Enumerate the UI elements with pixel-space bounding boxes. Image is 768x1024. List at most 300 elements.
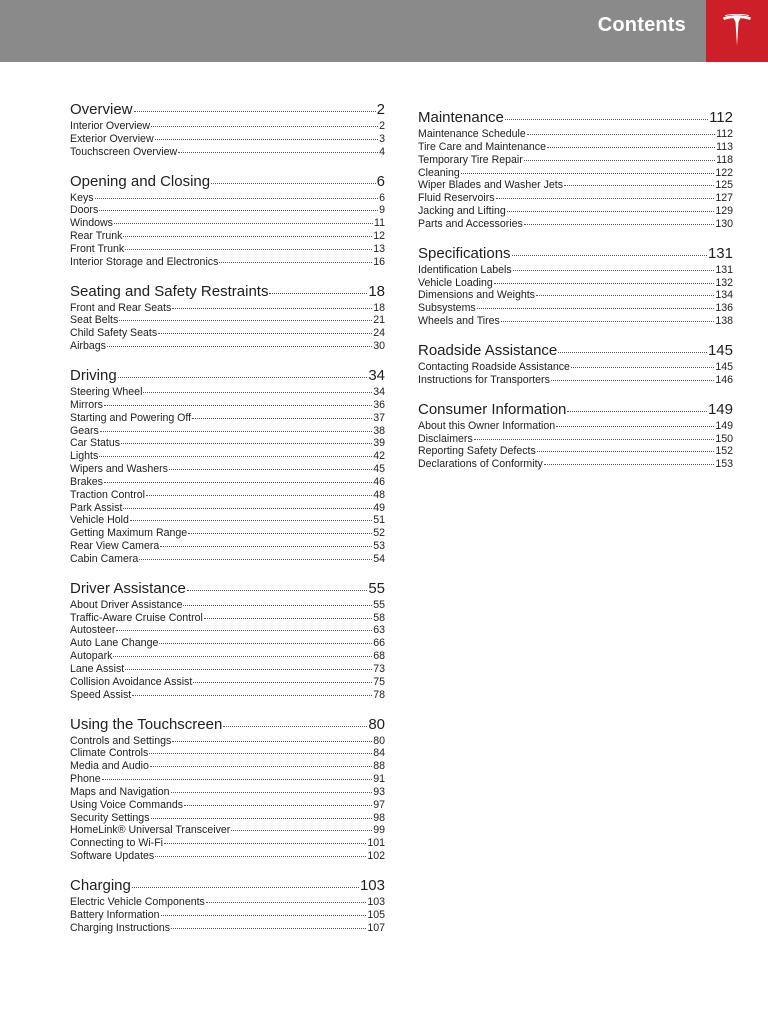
toc-entry-label: Charging Instructions bbox=[70, 921, 171, 934]
dot-leader bbox=[132, 695, 372, 696]
toc-entry[interactable] bbox=[70, 689, 385, 702]
toc-entry-label: Speed Assist bbox=[70, 688, 132, 701]
toc-section-heading-label: Specifications bbox=[418, 244, 511, 262]
toc-entry[interactable] bbox=[70, 760, 385, 773]
toc-section-heading[interactable] bbox=[70, 715, 385, 734]
toc-entry[interactable] bbox=[418, 302, 733, 315]
toc-section-heading[interactable] bbox=[418, 400, 733, 419]
toc-entry[interactable] bbox=[70, 425, 385, 438]
dot-leader bbox=[512, 255, 707, 256]
toc-entry-label: Exterior Overview bbox=[70, 132, 154, 145]
dot-leader bbox=[160, 546, 372, 547]
toc-entry[interactable] bbox=[70, 502, 385, 515]
toc-entry[interactable] bbox=[70, 773, 385, 786]
toc-entry-label: Keys bbox=[70, 191, 94, 204]
toc-entry[interactable] bbox=[70, 437, 385, 450]
toc-entry-label: Maps and Navigation bbox=[70, 785, 170, 798]
toc-entry-page-number: 125 bbox=[715, 179, 733, 192]
dot-leader bbox=[123, 508, 372, 509]
toc-entry[interactable] bbox=[418, 361, 733, 374]
toc-entry-page-number: 145 bbox=[715, 360, 733, 373]
toc-entry-label: Jacking and Lifting bbox=[418, 205, 506, 218]
dot-leader bbox=[151, 818, 373, 819]
toc-entry-page-number: 91 bbox=[373, 773, 385, 786]
toc-entry-page-number: 21 bbox=[373, 314, 385, 327]
toc-entry-label: Media and Audio bbox=[70, 760, 149, 773]
toc-entry-page-number: 13 bbox=[373, 242, 385, 255]
toc-section-heading-label: Using the Touchscreen bbox=[70, 715, 223, 733]
toc-section bbox=[70, 172, 385, 269]
dot-leader bbox=[501, 321, 714, 322]
dot-leader bbox=[150, 766, 372, 767]
toc-entry[interactable] bbox=[70, 243, 385, 256]
toc-entry[interactable] bbox=[418, 315, 733, 328]
toc-entry[interactable] bbox=[418, 141, 733, 154]
dot-leader bbox=[193, 682, 372, 683]
dot-leader bbox=[556, 426, 714, 427]
dot-leader bbox=[134, 111, 376, 112]
toc-entry[interactable] bbox=[418, 277, 733, 290]
toc-entry[interactable] bbox=[70, 463, 385, 476]
toc-section-heading-label: Overview bbox=[70, 101, 133, 118]
toc-entry-label: Temporary Tire Repair bbox=[418, 153, 523, 166]
dot-leader bbox=[188, 533, 372, 534]
toc-entry-label: Airbags bbox=[70, 340, 106, 353]
toc-entry-page-number: 150 bbox=[715, 432, 733, 445]
toc-entry[interactable] bbox=[70, 599, 385, 612]
toc-entry[interactable] bbox=[70, 514, 385, 527]
dot-leader bbox=[139, 559, 372, 560]
toc-entry-label: Wiper Blades and Washer Jets bbox=[418, 179, 564, 192]
toc-entry-page-number: 37 bbox=[373, 411, 385, 424]
toc-entry-page-number: 66 bbox=[373, 637, 385, 650]
toc-section-heading-page-number: 149 bbox=[707, 400, 733, 418]
toc-entry-page-number: 18 bbox=[373, 301, 385, 314]
dot-leader bbox=[527, 134, 715, 135]
dot-leader bbox=[513, 270, 715, 271]
toc-entry-page-number: 16 bbox=[373, 255, 385, 268]
toc-entry[interactable] bbox=[418, 289, 733, 302]
toc-entry-label: Vehicle Loading bbox=[418, 276, 493, 289]
dot-leader bbox=[172, 308, 372, 309]
toc-entry-page-number: 101 bbox=[367, 837, 385, 850]
toc-entry-page-number: 93 bbox=[373, 785, 385, 798]
toc-entry-page-number: 88 bbox=[373, 760, 385, 773]
dot-leader bbox=[204, 618, 372, 619]
toc-entry[interactable] bbox=[418, 264, 733, 277]
dot-leader bbox=[536, 295, 714, 296]
dot-leader bbox=[121, 443, 372, 444]
toc-entry-label: Reporting Safety Defects bbox=[418, 445, 536, 458]
toc-entry-page-number: 136 bbox=[715, 302, 733, 315]
toc-entry[interactable] bbox=[70, 302, 385, 315]
toc-entry[interactable] bbox=[418, 128, 733, 141]
toc-entry-label: Touchscreen Overview bbox=[70, 145, 178, 158]
toc-section-heading[interactable] bbox=[70, 579, 385, 598]
toc-entry-label: Rear Trunk bbox=[70, 230, 123, 243]
toc-section bbox=[70, 100, 385, 159]
dot-leader bbox=[161, 915, 367, 916]
dot-leader bbox=[178, 152, 378, 153]
dot-leader bbox=[231, 830, 372, 831]
dot-leader bbox=[119, 320, 372, 321]
toc-entry[interactable] bbox=[70, 489, 385, 502]
logo-box bbox=[706, 0, 768, 62]
toc-section-heading[interactable] bbox=[418, 108, 733, 127]
toc-entry-label: Security Settings bbox=[70, 811, 150, 824]
dot-leader bbox=[164, 843, 366, 844]
toc-entry-page-number: 51 bbox=[373, 514, 385, 527]
toc-entry[interactable] bbox=[70, 650, 385, 663]
dot-leader bbox=[151, 126, 378, 127]
toc-entry-label: Declarations of Conformity bbox=[418, 458, 543, 471]
toc-entry-page-number: 55 bbox=[373, 598, 385, 611]
toc-entry-page-number: 134 bbox=[715, 289, 733, 302]
toc-entry[interactable] bbox=[70, 399, 385, 412]
dot-leader bbox=[474, 439, 715, 440]
dot-leader bbox=[551, 380, 714, 381]
toc-entry-label: Controls and Settings bbox=[70, 734, 172, 747]
toc-entry[interactable] bbox=[70, 327, 385, 340]
toc-section bbox=[70, 579, 385, 702]
dot-leader bbox=[171, 928, 366, 929]
page-header bbox=[0, 0, 768, 62]
dot-leader bbox=[159, 643, 372, 644]
toc-entry[interactable] bbox=[70, 812, 385, 825]
toc-entry-label: Child Safety Seats bbox=[70, 327, 158, 340]
toc-entry-label: Cabin Camera bbox=[70, 552, 139, 565]
toc-entry-page-number: 103 bbox=[367, 895, 385, 908]
toc-entry-page-number: 112 bbox=[716, 128, 733, 140]
toc-entry[interactable] bbox=[418, 218, 733, 231]
toc-section-heading-page-number: 103 bbox=[359, 876, 385, 894]
toc-entry[interactable] bbox=[70, 676, 385, 689]
toc-section-heading-page-number: 6 bbox=[376, 172, 385, 190]
toc-entry[interactable] bbox=[70, 146, 385, 159]
toc-entry-page-number: 98 bbox=[373, 811, 385, 824]
dot-leader bbox=[123, 236, 372, 237]
toc-entry[interactable] bbox=[418, 192, 733, 205]
toc-entry-page-number: 4 bbox=[379, 145, 385, 158]
toc-entry[interactable] bbox=[70, 922, 385, 935]
toc-section-heading[interactable] bbox=[70, 100, 385, 119]
toc-section-heading[interactable] bbox=[70, 282, 385, 301]
toc-left-column bbox=[70, 100, 385, 948]
dot-leader bbox=[571, 367, 714, 368]
toc-entry-page-number: 97 bbox=[373, 798, 385, 811]
toc-entry-label: Parts and Accessories bbox=[418, 217, 523, 230]
toc-section bbox=[70, 282, 385, 353]
toc-section bbox=[70, 715, 385, 863]
toc-entry[interactable] bbox=[70, 735, 385, 748]
toc-entry-page-number: 130 bbox=[715, 217, 733, 230]
toc-entry[interactable] bbox=[70, 824, 385, 837]
dot-leader bbox=[524, 160, 715, 161]
dot-leader bbox=[206, 902, 366, 903]
toc-entry[interactable] bbox=[70, 204, 385, 217]
toc-entry-label: About this Owner Information bbox=[418, 419, 556, 432]
toc-entry[interactable] bbox=[418, 179, 733, 192]
toc-entry-page-number: 2 bbox=[379, 120, 385, 132]
dot-leader bbox=[183, 605, 372, 606]
toc-entry-label: Software Updates bbox=[70, 850, 155, 863]
dot-leader bbox=[99, 210, 378, 211]
dot-leader bbox=[169, 469, 372, 470]
toc-entry-label: Wipers and Washers bbox=[70, 463, 168, 476]
toc-entry-page-number: 127 bbox=[715, 192, 733, 205]
toc-entry-page-number: 30 bbox=[373, 340, 385, 353]
toc-entry-page-number: 122 bbox=[715, 166, 733, 179]
toc-entry-page-number: 53 bbox=[373, 540, 385, 553]
dot-leader bbox=[505, 119, 708, 120]
toc-entry-page-number: 49 bbox=[373, 501, 385, 514]
toc-entry-label: Front and Rear Seats bbox=[70, 301, 172, 314]
toc-entry-page-number: 36 bbox=[373, 398, 385, 411]
toc-entry-label: Steering Wheel bbox=[70, 385, 143, 398]
toc-entry[interactable] bbox=[70, 909, 385, 922]
toc-entry-page-number: 78 bbox=[373, 688, 385, 701]
toc-section-heading[interactable] bbox=[418, 244, 733, 263]
toc-section-heading[interactable] bbox=[418, 341, 733, 360]
toc-section-heading-page-number: 80 bbox=[368, 715, 385, 733]
toc-entry[interactable] bbox=[70, 612, 385, 625]
toc-entry-label: Battery Information bbox=[70, 908, 160, 921]
toc-entry-page-number: 131 bbox=[715, 263, 733, 276]
toc-entry[interactable] bbox=[70, 412, 385, 425]
toc-section-heading-page-number: 112 bbox=[709, 109, 733, 126]
dot-leader bbox=[146, 495, 372, 496]
dot-leader bbox=[187, 590, 367, 591]
toc-section bbox=[70, 366, 385, 566]
dot-leader bbox=[130, 520, 372, 521]
dot-leader bbox=[143, 392, 372, 393]
dot-leader bbox=[461, 173, 714, 174]
toc-entry-page-number: 54 bbox=[373, 552, 385, 565]
toc-entry-label: Car Status bbox=[70, 437, 121, 450]
toc-entry[interactable] bbox=[418, 445, 733, 458]
toc-entry-page-number: 75 bbox=[373, 675, 385, 688]
toc-section-heading-label: Maintenance bbox=[418, 109, 504, 126]
toc-entry-page-number: 46 bbox=[373, 475, 385, 488]
toc-entry-label: Getting Maximum Range bbox=[70, 527, 188, 540]
dot-leader bbox=[102, 779, 373, 780]
dot-leader bbox=[114, 223, 373, 224]
toc-section-heading[interactable] bbox=[70, 172, 385, 191]
toc-entry-page-number: 45 bbox=[373, 463, 385, 476]
dot-leader bbox=[494, 283, 715, 284]
tesla-logo-icon bbox=[722, 14, 752, 48]
toc-entry[interactable] bbox=[70, 476, 385, 489]
dot-leader bbox=[507, 211, 715, 212]
toc-entry-label: Using Voice Commands bbox=[70, 798, 184, 811]
toc-entry[interactable] bbox=[70, 256, 385, 269]
toc-entry[interactable] bbox=[70, 192, 385, 205]
toc-entry-page-number: 153 bbox=[715, 458, 733, 471]
toc-entry[interactable] bbox=[70, 133, 385, 146]
toc-entry-label: Climate Controls bbox=[70, 747, 149, 760]
dot-leader bbox=[544, 464, 714, 465]
toc-entry-label: Park Assist bbox=[70, 501, 123, 514]
toc-entry-label: Autopark bbox=[70, 650, 113, 663]
toc-entry-page-number: 42 bbox=[373, 450, 385, 463]
toc-entry-page-number: 80 bbox=[373, 734, 385, 747]
toc-entry-label: Starting and Powering Off bbox=[70, 411, 192, 424]
toc-section-heading-page-number: 18 bbox=[368, 282, 385, 300]
toc-section-heading-label: Roadside Assistance bbox=[418, 341, 558, 359]
toc-entry-label: Phone bbox=[70, 773, 101, 786]
toc-entry[interactable] bbox=[418, 205, 733, 218]
toc-entry[interactable] bbox=[70, 217, 385, 230]
toc-entry-page-number: 105 bbox=[367, 908, 385, 921]
toc-entry[interactable] bbox=[70, 786, 385, 799]
toc-entry-label: Traction Control bbox=[70, 488, 145, 501]
dot-leader bbox=[171, 792, 373, 793]
toc-entry-page-number: 12 bbox=[373, 230, 385, 243]
toc-entry-page-number: 3 bbox=[379, 132, 385, 145]
toc-entry-page-number: 9 bbox=[379, 204, 385, 217]
dot-leader bbox=[172, 741, 372, 742]
dot-leader bbox=[125, 249, 372, 250]
toc-section-heading-page-number: 34 bbox=[368, 366, 385, 384]
dot-leader bbox=[113, 656, 372, 657]
dot-leader bbox=[269, 293, 367, 294]
toc-entry[interactable] bbox=[70, 314, 385, 327]
toc-entry[interactable] bbox=[70, 230, 385, 243]
toc-entry-label: Connecting to Wi-Fi bbox=[70, 837, 164, 850]
toc-entry[interactable] bbox=[70, 450, 385, 463]
toc-entry-label: Mirrors bbox=[70, 398, 103, 411]
dot-leader bbox=[104, 405, 372, 406]
toc-section-heading-label: Driving bbox=[70, 366, 117, 384]
toc-entry-page-number: 39 bbox=[373, 437, 385, 450]
toc-entry[interactable] bbox=[418, 154, 733, 167]
toc-section-heading-page-number: 2 bbox=[376, 101, 385, 118]
toc-section bbox=[70, 876, 385, 935]
dot-leader bbox=[547, 147, 715, 148]
toc-entry-page-number: 73 bbox=[373, 663, 385, 675]
toc-section-heading-label: Opening and Closing bbox=[70, 172, 211, 190]
toc-entry[interactable] bbox=[70, 850, 385, 863]
toc-section-heading-label: Consumer Information bbox=[418, 400, 567, 418]
toc-entry-page-number: 48 bbox=[373, 488, 385, 501]
toc-entry[interactable] bbox=[70, 837, 385, 850]
toc-entry[interactable] bbox=[418, 167, 733, 180]
toc-section-heading-page-number: 145 bbox=[707, 341, 733, 359]
toc-entry-label: Interior Overview bbox=[70, 120, 151, 132]
toc-entry[interactable] bbox=[70, 527, 385, 540]
dot-leader bbox=[477, 308, 715, 309]
toc-entry-page-number: 6 bbox=[379, 191, 385, 204]
toc-entry-page-number: 107 bbox=[367, 921, 385, 934]
dot-leader bbox=[537, 451, 715, 452]
toc-entry-label: Disclaimers bbox=[418, 432, 473, 445]
toc-entry-page-number: 52 bbox=[373, 527, 385, 540]
toc-entry[interactable] bbox=[70, 896, 385, 909]
toc-entry[interactable] bbox=[70, 663, 385, 676]
toc-entry-page-number: 34 bbox=[373, 385, 385, 398]
toc-section bbox=[418, 341, 733, 387]
toc-entry[interactable] bbox=[70, 799, 385, 812]
dot-leader bbox=[564, 185, 714, 186]
toc-entry-page-number: 146 bbox=[715, 373, 733, 386]
toc-entry-label: Autosteer bbox=[70, 624, 116, 637]
toc-entry[interactable] bbox=[418, 433, 733, 446]
dot-leader bbox=[149, 753, 372, 754]
toc-entry-label: Subsystems bbox=[418, 302, 476, 315]
toc-entry-page-number: 118 bbox=[716, 153, 733, 166]
dot-leader bbox=[99, 456, 372, 457]
dot-leader bbox=[95, 198, 379, 199]
toc-entry-label: Maintenance Schedule bbox=[418, 128, 526, 140]
toc-entry-page-number: 129 bbox=[715, 205, 733, 218]
toc-section-heading-label: Driver Assistance bbox=[70, 579, 186, 597]
toc-entry-page-number: 58 bbox=[373, 611, 385, 624]
toc-entry-page-number: 138 bbox=[715, 315, 733, 328]
toc-entry-label: Auto Lane Change bbox=[70, 637, 159, 650]
dot-leader bbox=[104, 482, 372, 483]
toc-entry[interactable] bbox=[70, 553, 385, 566]
dot-leader bbox=[184, 805, 372, 806]
toc-entry-label: Front Trunk bbox=[70, 242, 125, 255]
dot-leader bbox=[211, 183, 376, 184]
dot-leader bbox=[155, 139, 379, 140]
dot-leader bbox=[567, 411, 707, 412]
toc-entry-label: Cleaning bbox=[418, 166, 460, 179]
toc-entry-page-number: 152 bbox=[715, 445, 733, 458]
toc-entry-label: Instructions for Transporters bbox=[418, 373, 550, 386]
toc-entry-label: Lane Assist bbox=[70, 663, 125, 675]
toc-entry[interactable] bbox=[70, 386, 385, 399]
toc-entry-page-number: 24 bbox=[373, 327, 385, 340]
toc-entry-label: Rear View Camera bbox=[70, 540, 160, 553]
toc-entry[interactable] bbox=[418, 374, 733, 387]
dot-leader bbox=[219, 262, 372, 263]
toc-entry-label: Wheels and Tires bbox=[418, 315, 500, 328]
toc-entry-page-number: 63 bbox=[373, 624, 385, 637]
toc-entry-label: Brakes bbox=[70, 475, 103, 488]
toc-entry[interactable] bbox=[70, 340, 385, 353]
toc-entry-label: Vehicle Hold bbox=[70, 514, 129, 527]
toc-section-heading-label: Charging bbox=[70, 876, 131, 894]
toc-entry[interactable] bbox=[70, 624, 385, 637]
toc-section-heading-page-number: 55 bbox=[368, 579, 385, 597]
toc-entry-label: Dimensions and Weights bbox=[418, 289, 535, 302]
dot-leader bbox=[496, 198, 715, 199]
page-title: Contents bbox=[597, 14, 686, 36]
toc-entry[interactable] bbox=[418, 458, 733, 471]
toc-entry-page-number: 149 bbox=[715, 419, 733, 432]
toc-entry-label: Lights bbox=[70, 450, 99, 463]
dot-leader bbox=[116, 630, 372, 631]
toc-section-heading-page-number: 131 bbox=[707, 244, 733, 262]
toc-section-heading[interactable] bbox=[70, 366, 385, 385]
dot-leader bbox=[192, 418, 372, 419]
toc-entry[interactable] bbox=[70, 637, 385, 650]
toc-entry[interactable] bbox=[70, 120, 385, 133]
toc-entry-page-number: 11 bbox=[374, 217, 385, 230]
dot-leader bbox=[118, 377, 368, 378]
toc-entry-label: Collision Avoidance Assist bbox=[70, 675, 193, 688]
toc-entry[interactable] bbox=[418, 420, 733, 433]
toc-right-column bbox=[418, 108, 733, 484]
toc-section-heading[interactable] bbox=[70, 876, 385, 895]
dot-leader bbox=[223, 726, 367, 727]
toc-entry-label: Tire Care and Maintenance bbox=[418, 140, 546, 153]
toc-entry[interactable] bbox=[70, 747, 385, 760]
toc-entry-page-number: 38 bbox=[373, 424, 385, 437]
toc-entry[interactable] bbox=[70, 540, 385, 553]
toc-entry-label: About Driver Assistance bbox=[70, 598, 183, 611]
